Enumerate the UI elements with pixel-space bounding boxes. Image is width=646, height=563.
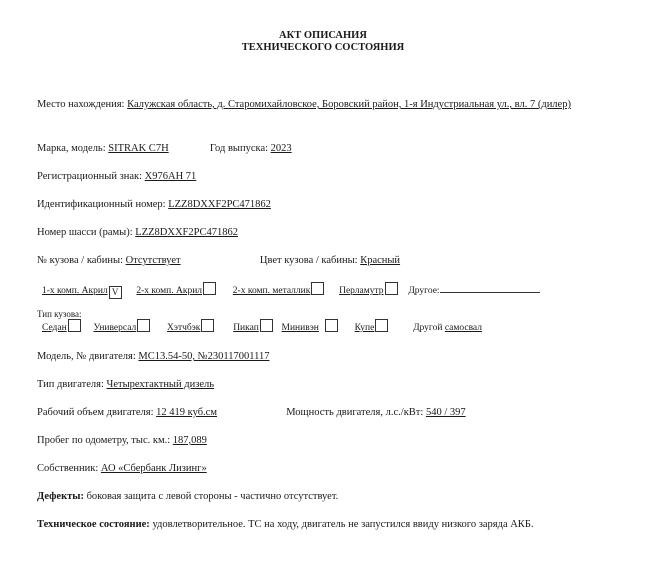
body-type-checkbox[interactable] [260,319,273,332]
body-type-option-label: Седан [42,323,67,333]
body-type-checkbox[interactable] [375,319,388,332]
mileage-label: Пробег по одометру, тыс. км.: [37,435,171,446]
vin-value: LZZ8DXXF2PC471862 [168,199,271,210]
body-type-option-label: Хэтчбэк [167,323,201,333]
engine-model-row [37,350,269,363]
paint-option-checkbox[interactable]: V [109,286,122,299]
location-value: Калужская область, д. Старомихайловское, Боровский район, 1-я Индустриальная ул., вл. 7 (дилер) [127,99,571,110]
body-type-option-label: Пикап [233,323,259,333]
owner-row [37,462,207,475]
paint-other-field[interactable] [440,282,540,293]
defects-row [37,490,338,503]
paint-type-row [42,282,540,299]
body-type-option-label: Минивэн [281,323,319,333]
displacement-value: 12 419 куб.см [156,407,217,418]
year-label: Год выпуска: [209,143,269,154]
displacement-label: Рабочий объем двигателя: [37,407,154,418]
paint-option-label: 1-х комп. Акрил [42,286,108,296]
title-line-1: АКТ ОПИСАНИЯ [279,30,367,41]
body-type-option-label: Универсал [93,323,137,333]
defects-label: Дефекты: [37,491,84,502]
color-value: Красный [360,255,401,266]
document-title [0,30,646,54]
condition-row [37,518,612,531]
body-type-checkbox[interactable] [68,319,81,332]
make-value: SITRAK C7H [108,143,169,154]
reg-label: Регистрационный знак: [37,171,143,182]
body-no-label: № кузова / кабины: [37,255,123,266]
engine-type-label: Тип двигателя: [37,379,104,390]
paint-other-label: Другое: [408,286,440,296]
paint-option-checkbox[interactable] [311,282,324,295]
condition-value: удовлетворительное. ТС на ходу, двигатель не запустился ввиду низкого заряда АКБ. [152,519,534,530]
engine-model-value: MC13.54-50, №230117001117 [138,351,270,362]
reg-row [37,170,196,183]
engine-type-value: Четырехтактный дизель [106,379,215,390]
color-label: Цвет кузова / кабины: [259,255,358,266]
body-type-label: Тип кузова: [37,309,82,319]
title-line-2: ТЕХНИЧЕСКОГО СОСТОЯНИЯ [241,42,405,53]
owner-label: Собственник: [37,463,99,474]
year-value: 2023 [270,143,292,154]
body-no-value: Отсутствует [125,255,181,266]
engine-model-label: Модель, № двигателя: [37,351,136,362]
power-value: 540 / 397 [425,407,466,418]
body-type-checkbox[interactable] [325,319,338,332]
body-type-other-value[interactable]: самосвал [444,323,482,333]
paint-option-checkbox[interactable] [385,282,398,295]
power-label: Мощность двигателя, л.с./кВт: [286,407,424,418]
paint-option-checkbox[interactable] [203,282,216,295]
vin-row [37,198,271,211]
mileage-row [37,434,207,447]
make-label: Марка, модель: [37,143,106,154]
engine-type-row [37,378,214,391]
body-type-checkbox[interactable] [201,319,214,332]
location-label: Место нахождения: [37,99,125,110]
vin-label: Идентификационный номер: [37,199,166,210]
body-color-row [37,254,400,267]
body-type-checkbox[interactable] [137,319,150,332]
body-type-other-label: Другой [413,323,443,333]
paint-option-label: Перламутр [339,286,384,296]
chassis-row [37,226,238,239]
body-type-option-label: Купе [354,323,375,333]
owner-value: АО «Сбербанк Лизинг» [100,463,207,474]
paint-option-label: 2-х комп. металлик [232,286,311,296]
defects-value: боковая защита с левой стороны - частично отсутствует. [86,491,339,502]
reg-value: Х976АН 71 [144,171,197,182]
location-row [37,98,617,111]
mileage-value: 187,089 [172,435,207,446]
body-type-row [42,319,482,335]
chassis-label: Номер шасси (рамы): [37,227,133,238]
make-year-row [37,142,292,155]
displacement-power-row [37,406,466,419]
condition-label: Техническое состояние: [37,519,150,530]
paint-option-label: 2-х комп. Акрил [136,286,203,296]
chassis-value: LZZ8DXXF2PC471862 [135,227,238,238]
